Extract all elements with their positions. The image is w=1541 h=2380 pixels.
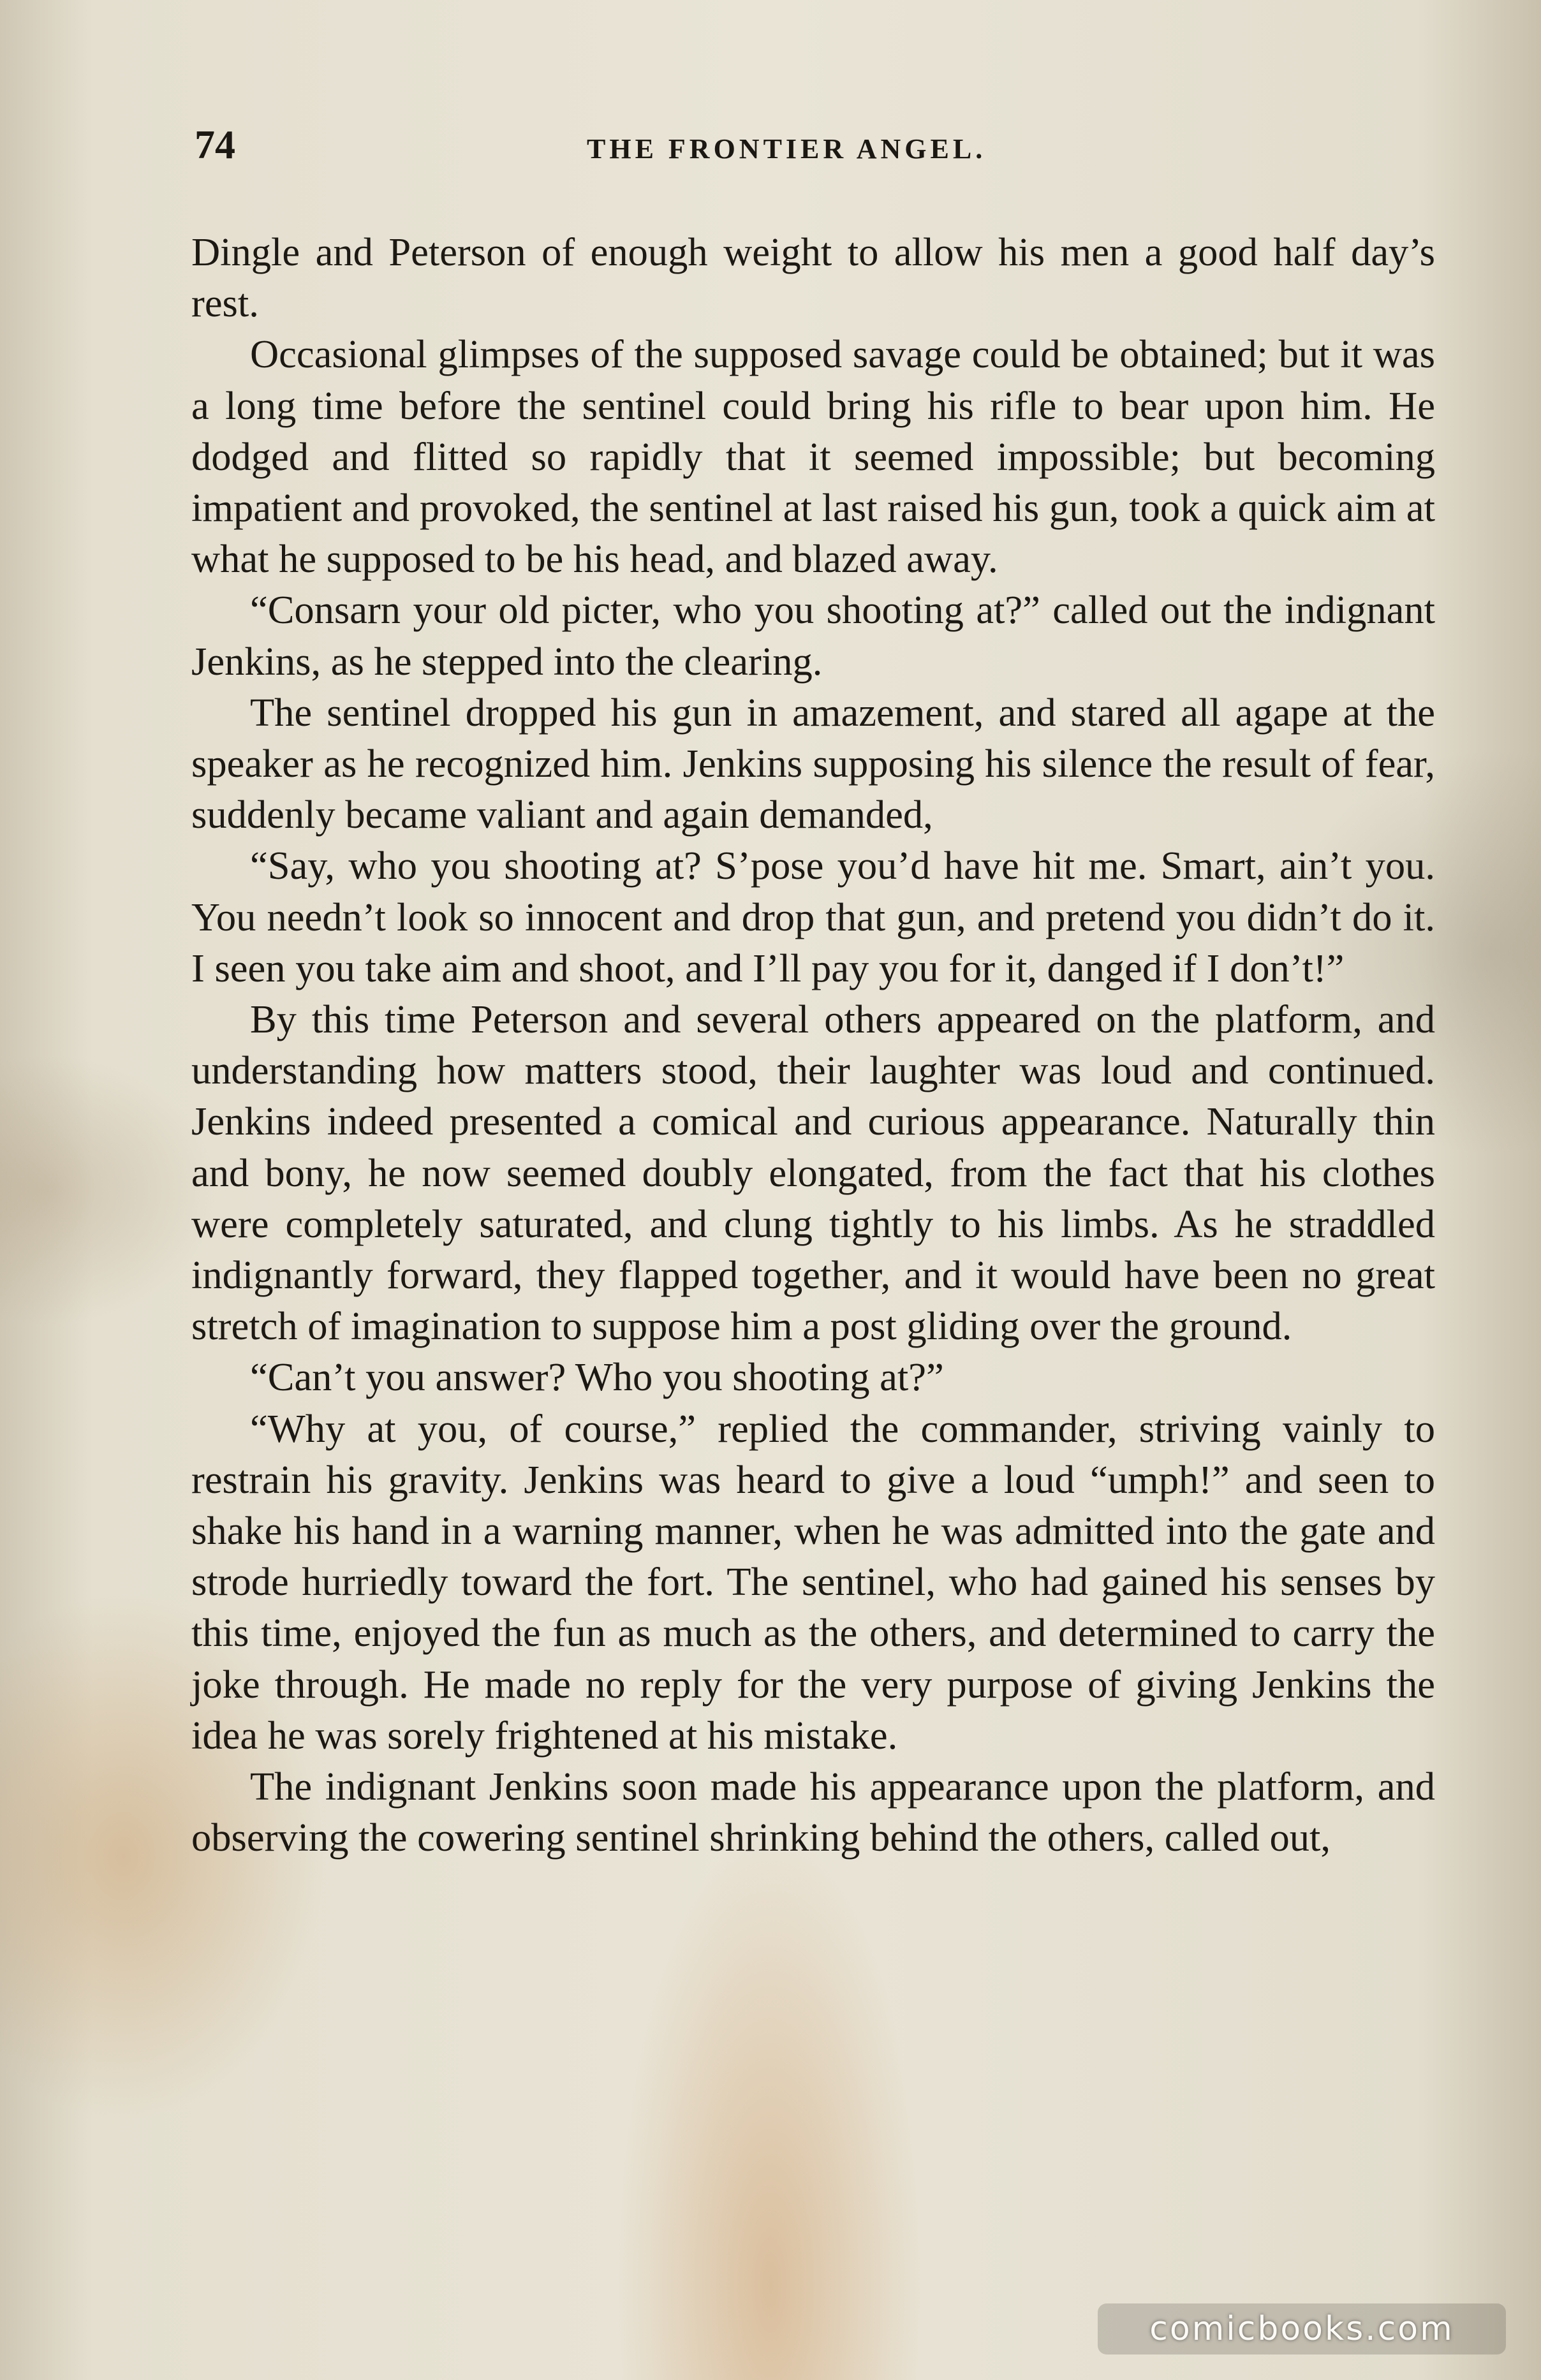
paragraph: The sentinel dropped his gun in amazement, and stared all agape at the speaker as he recognized him. Jenkins supposing his silence the result of fear, suddenly became valiant and again demanded, [191, 689, 1435, 837]
paragraph: “Consarn your old picter, who you shooting at?” called out the indignant Jenkins, as he stepped into the clearing. [191, 587, 1435, 684]
paragraph: Dingle and Peterson of enough weight to allow his men a good half day’s rest. [191, 230, 1435, 326]
page-number: 74 [195, 122, 235, 167]
running-title: THE FRONTIER ANGEL. [587, 133, 987, 165]
page-header [0, 121, 1541, 172]
paragraph: “Say, who you shooting at? S’pose you’d have hit me. Smart, ain’t you. You needn’t look so innocent and drop that gun, and pretend you didn’t do it. I seen you take aim and shoot, and I’ll pay you for it, danged if I don’t!” [191, 843, 1435, 990]
watermark: comicbooks.com [1098, 2303, 1506, 2354]
body-text [191, 226, 1435, 1863]
paragraph: Occasional glimpses of the supposed savage could be obtained; but it was a long time before the sentinel could bring his rifle to bear upon him. He dodged and flitted so rapidly that it seemed impossible; but becoming impatient and provoked, the sentinel at last raised his gun, took a quick aim at what he supposed to be his head, and blazed away. [191, 332, 1435, 582]
paragraph: “Can’t you answer? Who you shooting at?” [250, 1355, 944, 1400]
paragraph: By this time Peterson and several others appeared on the platform, and understanding how matters stood, their laughter was loud and continued. Jenkins indeed presented a comical and curious appearance. Naturally thin and bony, he now seemed doubly elongated, from the fact that his clothes were completely saturated, and clung tightly to his limbs. As he straddled indignantly forward, they flapped together, and it would have been no great stretch of imagination to suppose him a post gliding over the ground. [191, 997, 1435, 1349]
paragraph: “Why at you, of course,” replied the commander, striving vainly to restrain his gravity. Jenkins was heard to give a loud “umph!” and seen to shake his hand in a warning manner, when he was admitted into the gate and strode hurriedly toward the fort. The sentinel, who had gained his senses by this time, enjoyed the fun as much as the others, and determined to carry the joke through. He made no reply for the very purpose of giving Jenkins the idea he was sorely frightened at his mistake. [191, 1406, 1435, 1758]
paragraph: The indignant Jenkins soon made his appearance upon the platform, and observing the cowering sentinel shrinking behind the others, called out, [191, 1764, 1435, 1860]
